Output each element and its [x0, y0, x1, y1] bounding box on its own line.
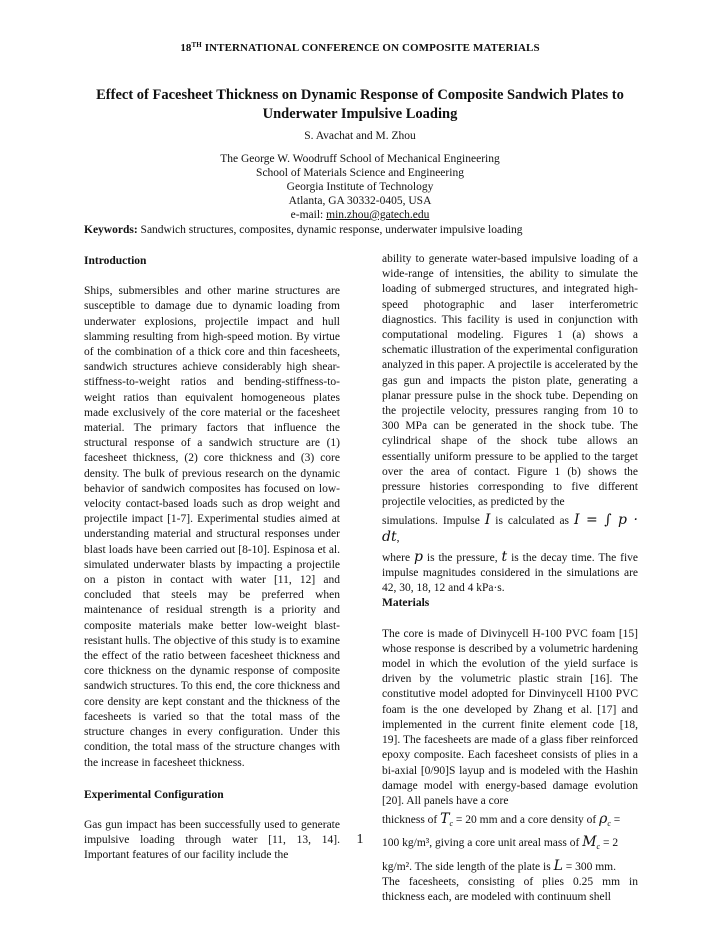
keywords-text: Sandwich structures, composites, dynamic response, underwater impulsive loading — [140, 224, 523, 236]
right-column — [382, 252, 638, 905]
core-thickness-symbol: T — [440, 811, 450, 828]
conference-ordinal: TH — [191, 41, 202, 49]
materials-heading: Materials — [382, 597, 430, 610]
email-line — [0, 208, 720, 222]
core-thickness-subscript: c — [449, 819, 454, 829]
keywords-label: Keywords: — [84, 224, 138, 236]
email-label: e-mail: — [290, 209, 327, 221]
where-text: where — [382, 551, 411, 564]
impulse-text: simulations. Impulse — [382, 515, 480, 528]
affiliation-line: Georgia Institute of Technology — [286, 181, 434, 193]
left-column — [84, 254, 340, 864]
introduction-text: Ships, submersibles and other marine structures are susceptible to damage due to dynamic loading from underwater explosions, projectile impact and hull slamming resulting from high-speed motion. By virtue of the combination of a thick core and thin facesheets, sandwich structures achieve considerably high shear-stiffness-to-weight ratios and bending-stiffness-to-weight ratios than equivalent homogeneous plates made exclusively of the core material or the facesheet material. The primary factors that influence the structural response of a sandwich structure are (1) facesheet thickness, (2) core thickness and (3) core density. The bulk of previous research on the dynamic behavior of sandwich composites has focused on low-velocity contact-based loads such as drop weight and projectile impact [1-7]. Experimental studies aimed at understanding material and structural responses under blast loads have been carried out [8-10]. Espinosa et al. simulated underwater blasts by impacting a projectile on a piston in contact with water [11, 12] and concluded that steels may be preferred when maintenance of residual strength is a priority and composite materials make better low-weight blast-resistant hulls. The objective of this study is to examine the effect of the ratio between facesheet thickness and core thickness on the dynamic response of composite sandwich structures. To this end, the core thickness and core density are kept constant and the thickness of the facesheets is varied so that the total mass of the structure changes in every configuration. Under this condition, the total mass of the structure changes with the increase in facesheet thickness. — [84, 285, 340, 769]
keywords — [84, 224, 644, 236]
impulse-symbol: I — [484, 512, 491, 529]
experimental-heading: Experimental Configuration — [84, 788, 224, 801]
spacer — [84, 803, 340, 818]
materials-text: = — [613, 814, 621, 827]
areal-mass-symbol: M — [582, 834, 597, 851]
materials-text: The core is made of Divinycell H-100 PVC foam [15] whose response is described by a volumetric hardening model in which the evolution of the yield surface is driven by the volumetric plastic strain [16]. The constitutive model adopted for Dinvinycell H100 PVC foam is the one developed by Zhang et al. [17] and implemented in the current finite element code [18, 19]. The facesheets are made of a glass fiber reinforced epoxy composite. Each facesheet consists of plies in a bi-axial [0/90]S layup and is modeled with the Hashin damage model with energy-based damage evolution [20]. All panels have a core — [382, 627, 638, 807]
experimental-text-right: ability to generate water-based impulsive loading of a wide-range of intensities, the ability to simulate the loading of submerged structures, and integrated high-speed photographic and laser interferometric diagnostics. This facility is used in conjunction with computational modeling. Figures 1 (a) shows a schematic illustration of the experimental configuration analyzed in this paper. A projectile is accelerated by the gas gun and impacts the piston plate, generating a planar pressure pulse in the shock tube. Depending on the projectile velocity, pressures ranging from 10 to 300 MPa can be generated in the shock tube. The cylindrical shape of the shock tube allows an essentially uniform pressure to be applied to the target over the area of contact. Figure 1 (b) shows the pressure histories corresponding to five different projectile velocities, as predicted by the — [382, 253, 638, 509]
spacer — [84, 269, 340, 284]
affiliation-line: Atlanta, GA 30332-0405, USA — [288, 195, 432, 207]
conference-number: 18 — [180, 42, 192, 54]
areal-mass-subscript: c — [596, 842, 601, 852]
paper-title: Effect of Facesheet Thickness on Dynamic Response of Composite Sandwich Plates to Underwater Impulsive Loading — [96, 87, 624, 122]
pressure-symbol: p — [414, 548, 423, 565]
where-text: is the decay time. The five impulse magnitudes considered in the simulations are 42, 30, 18, 12 and 4 kPa·s. — [382, 551, 638, 595]
core-thickness-line — [382, 812, 638, 831]
plate-length-line — [382, 859, 638, 875]
introduction-heading: Introduction — [84, 255, 147, 267]
conference-name: INTERNATIONAL CONFERENCE ON COMPOSITE MATERIALS — [204, 42, 540, 54]
affiliation-line: School of Materials Science and Engineering — [256, 167, 464, 179]
affiliation — [0, 152, 720, 222]
core-density-subscript: c — [607, 819, 611, 829]
conference-header — [0, 41, 720, 54]
materials-text: = 20 mm and a core density of — [455, 814, 597, 827]
where-text: is the pressure, — [426, 551, 498, 564]
materials-text: thickness of — [382, 814, 438, 827]
page-number: 1 — [356, 832, 364, 847]
plate-length-symbol: L — [553, 857, 563, 874]
impulse-text: , — [396, 531, 400, 544]
spacer — [382, 612, 638, 627]
impulse-line — [382, 513, 638, 545]
materials-text: 100 kg/m³, giving a core unit areal mass of — [382, 837, 580, 850]
affiliation-line: The George W. Woodruff School of Mechanical Engineering — [220, 153, 500, 165]
spacer — [84, 771, 340, 788]
time-symbol: t — [501, 548, 508, 565]
materials-text: kg/m². The side length of the plate is — [382, 860, 551, 873]
impulse-equation: I = ∫ p · dt — [382, 512, 638, 545]
impulse-text: is calculated as — [495, 515, 570, 528]
materials-text: = 2 — [602, 837, 619, 850]
where-line — [382, 550, 638, 597]
authors: S. Avachat and M. Zhou — [304, 130, 416, 142]
experimental-text-left: Gas gun impact has been successfully used to generate impulsive loading through water [11, 13, 14]. Important features of our facility include the — [84, 818, 340, 862]
materials-text-end: The facesheets, consisting of plies 0.25 mm in thickness each, are modeled with continuum shell — [382, 875, 638, 903]
materials-text: = 300 mm. — [565, 860, 616, 873]
email-link[interactable]: min.zhou@gatech.edu — [326, 209, 430, 221]
core-density-symbol: ρ — [599, 811, 608, 828]
